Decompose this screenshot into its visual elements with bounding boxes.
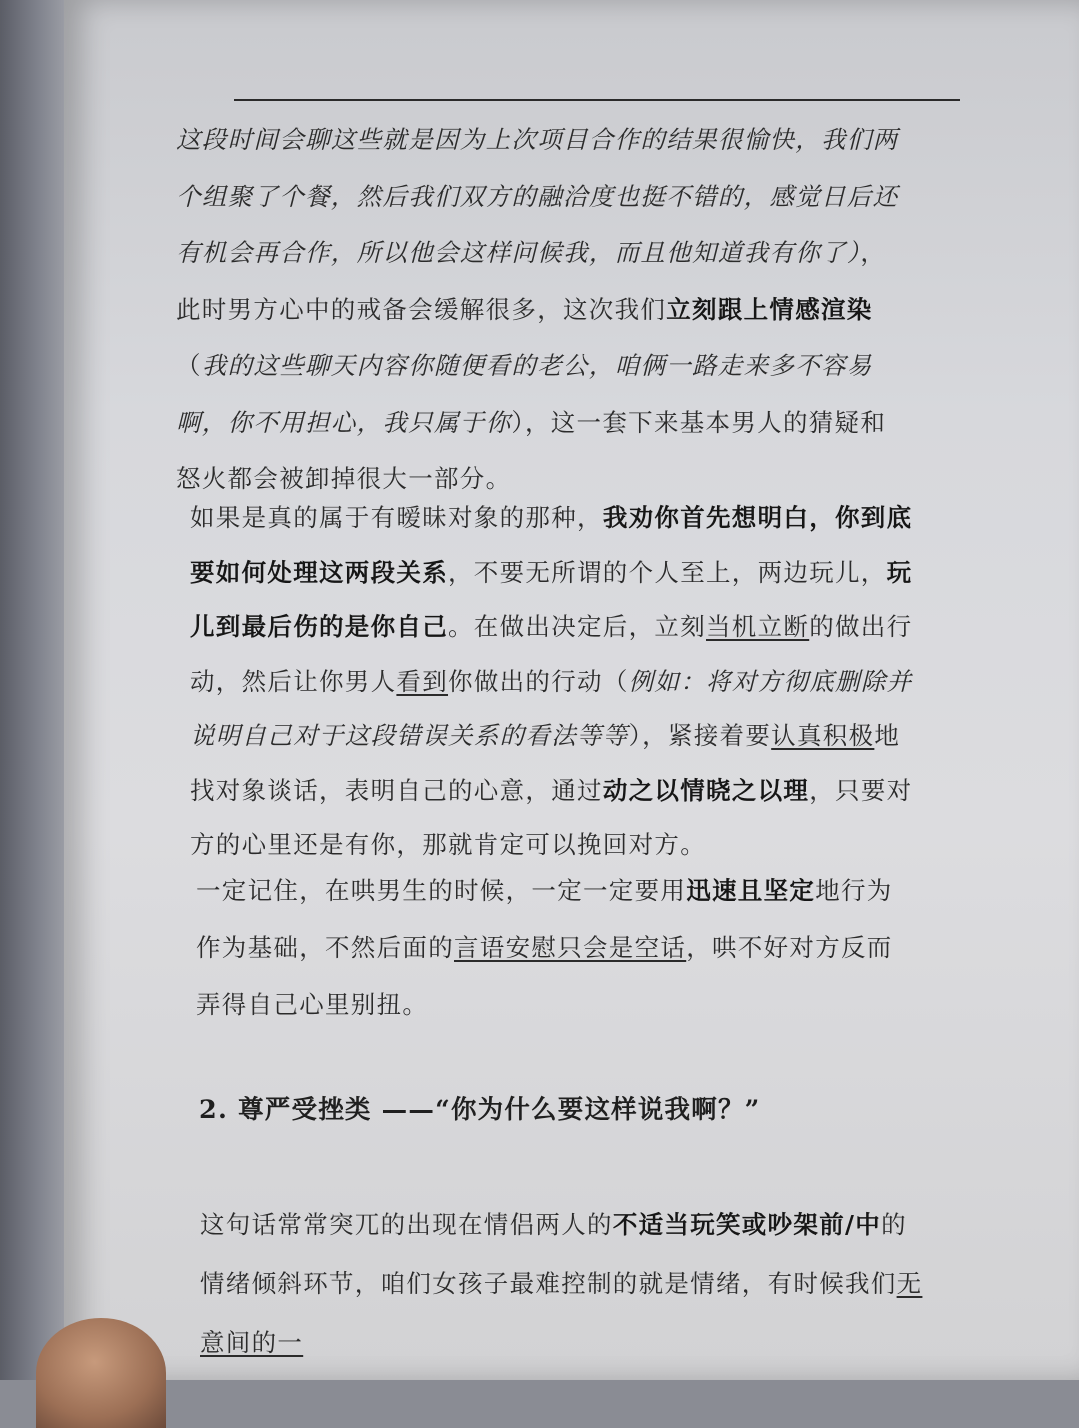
bold-phrase: 动之以情晓之以理 (602, 775, 810, 805)
bold-phrase: 我劝你首先想明白，你到底要如何处理这两段关系 (190, 503, 913, 587)
text-run: ，不要无所谓的个人至上，两边玩儿， (448, 557, 887, 587)
text-run: ，哄不好对方反而弄得自己心里别扭。 (196, 933, 893, 1019)
text-run: 如果是真的属于有暧昧对象的那种， (190, 503, 603, 532)
text-run: 。在做出决定后，立刻 (448, 612, 706, 641)
text-run: 地行为作为基础，不然后面的 (196, 876, 893, 962)
text-run: ），这一套下来基本男人的猜疑和怒火都会被卸掉很大一部分。 (176, 407, 887, 493)
text-run: ，此时男方心中的戒备会缓解很多，这次我们 (176, 238, 887, 324)
fingertip (36, 1318, 166, 1428)
bold-phrase: 迅速且坚定 (686, 876, 816, 905)
text-run: 的做出行动，然后让你男人 (190, 612, 913, 696)
text-run: ，只要对方的心里还是有你，那就肯定可以挽回对方。 (190, 775, 913, 859)
paragraph-4 (200, 1195, 930, 1372)
underlined-phrase: 言语安慰只会是空话 (454, 933, 687, 962)
text-run: 地找对象谈话，表明自己的心意，通过 (190, 721, 901, 805)
bold-phrase: 不适当玩笑或吵架前/中 (612, 1210, 882, 1239)
text-run: 这句话常常突兀的出现在情侣两人的 (200, 1210, 613, 1239)
quoted-remark: 这段时间会聊这些就是因为上次项目合作的结果很愉快，我们两个组聚了个餐，然后我们双方的融洽度也挺不错的，感觉日后还有机会再合作，所以他会这样问候我，而且他知道我有你了） (176, 125, 899, 267)
top-rule (234, 99, 960, 101)
example-remark: 例如：将对方彻底删除并说明自己对于这段错误关系的看法等等 (190, 666, 913, 750)
underlined-phrase: 当机立断 (706, 612, 810, 641)
underlined-phrase: 看到 (396, 666, 449, 696)
text-run: （ (176, 351, 202, 380)
text-run: ），紧接着要 (628, 721, 772, 750)
bold-phrase: 立刻跟上情感渲染 (666, 294, 873, 324)
paragraph-2 (190, 491, 915, 873)
bold-phrase: 玩儿到最后伤的是你自己 (190, 557, 913, 641)
text-run: 的情绪倾斜环节，咱们女孩子最难控制的就是情绪，有时候我们 (200, 1210, 907, 1298)
paragraph-3 (196, 862, 918, 1033)
paragraph-1 (176, 112, 906, 508)
section-heading: 2. 尊严受挫类 ——“你为什么要这样说我啊？” (199, 1095, 761, 1125)
text-run: 你做出的行动（ (448, 666, 629, 696)
text-run: 一定记住，在哄男生的时候，一定一定要用 (196, 876, 687, 905)
quoted-remark: 我的这些聊天内容你随便看的老公，咱俩一路走来多不容易啊，你不用担心，我只属于你 (176, 351, 873, 437)
underlined-phrase: 认真积极 (771, 721, 875, 750)
book-binding-edge (0, 0, 64, 1380)
underlined-phrase: 无意间的一 (200, 1269, 923, 1357)
